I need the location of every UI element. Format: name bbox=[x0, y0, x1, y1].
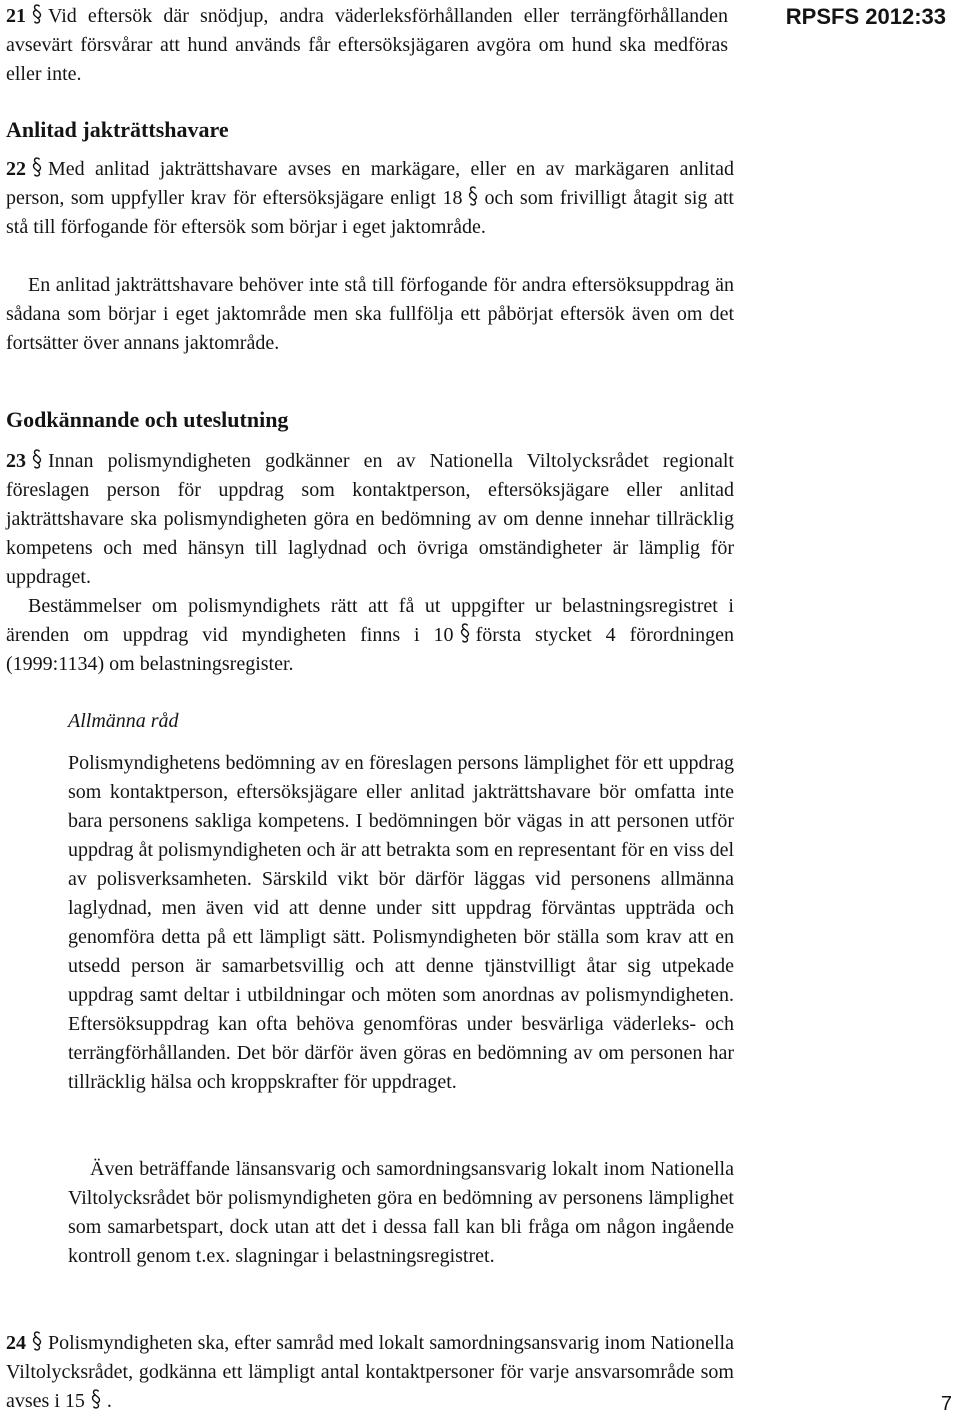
allmanna-rad-paragraph-2: Även beträffande länsansvarig och samordningsansvarig lokalt inom Nationella Viltolycksrådet bör polismyndigheten göra en bedömning av personens lämplighet som samarbetspart, dock utan att det i dessa fall kan bli fråga om någon ingående kontroll genom t.ex. slagningar i belastningsregistret. bbox=[68, 1158, 734, 1267]
allmanna-rad-paragraph-1: Polismyndighetens bedömning av en föreslagen persons lämplighet för ett uppdrag som kontaktperson, eftersöksjägare eller anlitad jakträttshavare bör omfatta inte bara personens sakliga kompetens. I bedömningen bör vägas in att personen utför uppdrag åt polismyndigheten och är att betrakta som en representant för en viss del av polisverksamheten. Särskild vikt bör därför läggas vid personens allmänna laglydnad, men även vid att denne under sitt uppdrag förväntas uppträda och genomföra detta på ett lämpligt sätt. Polismyndigheten bör ställa som krav att en utsedd person är samarbetsvillig och att denne tjänstvilligt åtar sig utpekade uppdrag samt deltar i utbildningar och möten som anordnas av polismyndigheten. Eftersöksuppdrag kan ofta behöva genomföras under besvärliga väderleks- och terrängförhållanden. Det bör därför även göras en bedömning av om personen har tillräcklig hälsa och kroppskrafter för uppdraget. bbox=[68, 752, 734, 1093]
section-sign-icon bbox=[468, 185, 478, 207]
section-22-text-a: Med anlitad jakträttshavare avses en markägare, eller en av markägaren anlitad person, som uppfyller krav för eftersöksjägare enligt 18 bbox=[6, 158, 734, 209]
section-24-text-b: . bbox=[106, 1390, 112, 1412]
section-23-text: Innan polismyndigheten godkänner en av Nationella Viltolycksrådet regionalt föreslagen person för uppdrag som kontaktperson, eftersöksjägare eller anlitad jakträttshavare ska polismyndigheten göra en bedömning av om denne innehar tillräcklig kompetens och med hänsyn till laglydnad och övriga omständigheter är lämplig för uppdraget. bbox=[6, 450, 734, 588]
section-23-paragraph-2 bbox=[6, 592, 734, 679]
section-sign-icon bbox=[91, 1388, 101, 1410]
section-number: 22 bbox=[6, 158, 26, 180]
document-id: RPSFS 2012:33 bbox=[785, 4, 946, 29]
section-number: 23 bbox=[6, 450, 26, 472]
section-23 bbox=[6, 447, 734, 592]
section-22-text-b: och som frivilligt åtagit sig att stå till förfogande för eftersök som börjar i eget jaktområde. bbox=[6, 187, 734, 238]
section-sign-icon bbox=[32, 448, 42, 470]
section-21 bbox=[6, 2, 728, 89]
heading-anlitad-jakttrattshavare: Anlitad jakträttshavare bbox=[6, 117, 229, 142]
section-24-text-a: Polismyndigheten ska, efter samråd med lokalt samordningsansvarig inom Nationella Viltolycksrådet, godkänna ett lämpligt antal kontaktpersoner för varje ansvarsområde som avses i 15 bbox=[6, 1332, 734, 1412]
section-sign-icon bbox=[32, 3, 42, 25]
section-sign-icon bbox=[32, 1330, 42, 1352]
section-23-p2-b: första stycket 4 förordningen (1999:1134) om belastningsregister. bbox=[6, 624, 735, 675]
section-sign-icon bbox=[32, 156, 42, 178]
page-number: 7 bbox=[940, 1393, 952, 1415]
section-number: 24 bbox=[6, 1332, 26, 1354]
section-22-paragraph-2: En anlitad jakträttshavare behöver inte stå till förfogande för andra eftersöksuppdrag än sådana som börjar i eget jaktområde men ska fullfölja ett påbörjat eftersök även om det fortsätter över annans jaktområde. bbox=[6, 274, 734, 354]
heading-allmanna-rad: Allmänna råd bbox=[68, 710, 179, 732]
heading-godkannande-och-uteslutning: Godkännande och uteslutning bbox=[6, 407, 289, 432]
section-23-p2-a: Bestämmelser om polismyndighets rätt att få ut uppgifter ur belastningsregistret i ärenden om uppdrag vid myndigheten finns i 10 bbox=[6, 595, 734, 646]
section-21-text: Vid eftersök där snödjup, andra väderleksförhållanden eller terrängförhållanden avsevärt försvårar att hund används får eftersöksjägaren avgöra om hund ska medföras eller inte. bbox=[6, 5, 728, 85]
section-sign-icon bbox=[460, 622, 470, 644]
section-22 bbox=[6, 155, 734, 242]
section-24 bbox=[6, 1329, 734, 1416]
section-number: 21 bbox=[6, 5, 26, 27]
